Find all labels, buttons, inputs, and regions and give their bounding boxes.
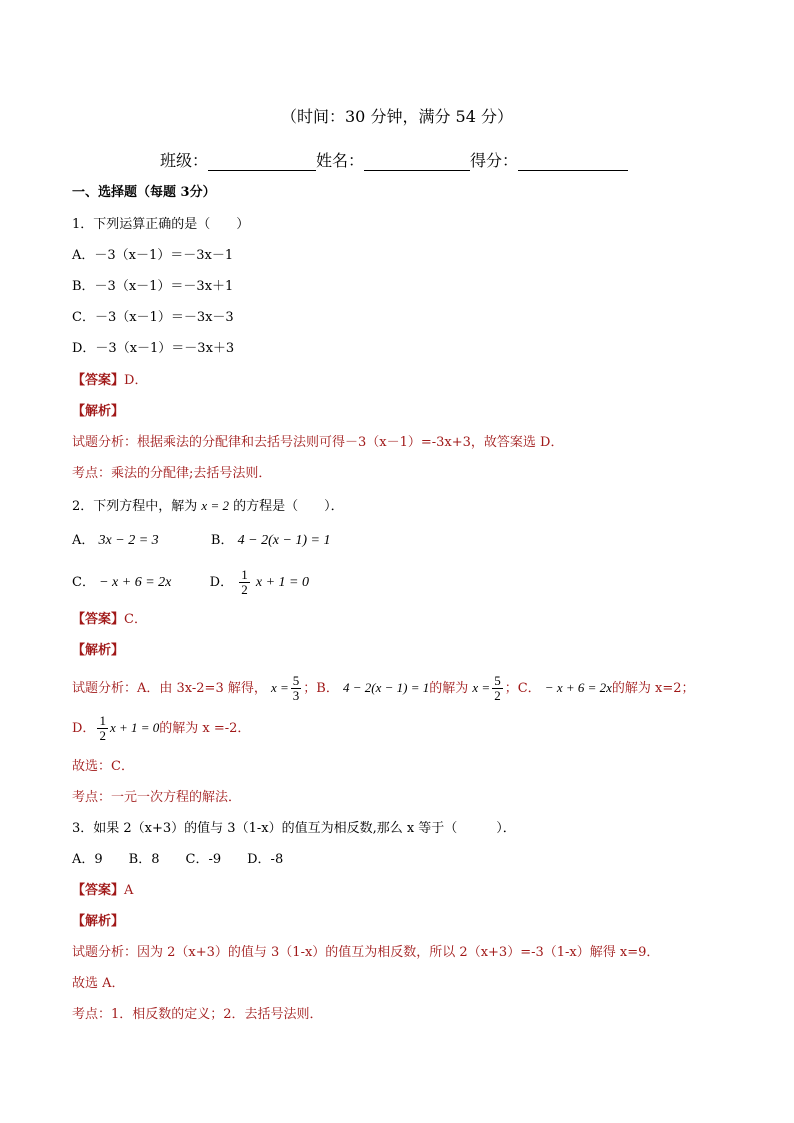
answer-value: A [124,883,134,898]
q2-analysis-x: x = [271,680,289,695]
q2-option-d-equation: x + 1 = 0 [255,575,309,590]
q1-kaodian: 考点：乘法的分配律;去括号法则． [72,466,272,481]
q2-analysis-eq-d: x + 1 = 0 [109,720,160,735]
q3-choose: 故选 A． [72,976,125,991]
score-blank[interactable] [518,154,628,171]
q2-analysis-text-f: 的解为 x =-2． [159,721,251,736]
name-label: 姓名： [316,151,365,170]
q1-option-b: B．－3（x－1）＝－3x＋1 [72,279,234,294]
q2-options-cd [72,566,309,600]
q2-option-b-label: B． [210,533,234,548]
q3-kaodian: 考点：1．相反数的定义；2．去括号法则． [72,1007,323,1022]
q2-analysis-fraction-3: $\frac{1}{2}$ [99,713,106,743]
q2-analysis-x2: x = [472,680,491,695]
q3-analysis-label: 【解析】 [72,914,125,929]
q3-option-a: A．9 [72,852,103,867]
q2-analysis-eq-b: 4 − 2(x − 1) = 1 [343,680,430,695]
q1-answer [72,372,147,390]
q2-stem-equation: x = 2 [201,498,229,513]
q2-option-d-label: D． [209,575,234,590]
q3-option-d: D．-8 [247,852,284,867]
q2-option-b-equation: 4 − 2(x − 1) = 1 [237,533,331,548]
q2-stem-text: 2．下列方程中，解为 [72,499,198,514]
q2-analysis-fraction-2: $\frac{5}{2}$ [494,673,501,703]
q2-analysis-text-d: ；C． [504,681,541,696]
q1-option-d: D．－3（x－1）＝－3x＋3 [72,341,235,356]
student-info-row [160,148,628,171]
q2-option-d-fraction: $\frac{1}{2}$ [241,567,248,597]
section-title: 一、选择题（每题 3分） [72,185,216,200]
q3-stem: 3．如果 2（x+3）的值与 3（1-x）的值互为相反数,那么 x 等于（ ）． [72,821,516,836]
q2-analysis-label: 【解析】 [72,643,125,658]
q2-analysis-text-b: ；B． [303,681,339,696]
q2-analysis-text-a: 试题分析：A．由 3x-2=3 解得， [72,681,267,696]
q2-analysis-line1 [72,670,695,707]
q2-option-a-equation: 3x − 2 = 3 [98,533,159,548]
q2-analysis-eq-c: − x + 6 = 2x [544,680,612,695]
q2-answer [72,611,147,629]
q2-analysis-text-e: 的解为 x=2； [611,681,695,696]
q2-option-a-label: A． [72,533,95,548]
q3-option-c: C．-9 [185,852,222,867]
q2-stem-text-end: 的方程是（ ）． [233,499,344,514]
q1-analysis: 试题分析：根据乘法的分配律和去括号法则可得－3（x－1）=-3x+3，故答案选 D． [72,435,564,450]
q2-option-c-label: C． [72,575,95,590]
q2-choose: 故选：C． [72,759,134,774]
answer-value: D． [124,373,148,388]
q3-option-b: B．8 [128,852,160,867]
class-label: 班级： [160,151,209,170]
class-blank[interactable] [208,154,316,171]
exam-time-info: （时间：30 分钟，满分 54 分） [281,107,513,126]
answer-value: C． [124,612,147,627]
q2-kaodian: 考点：一元一次方程的解法． [72,790,242,805]
q2-analysis-line2 [72,710,250,747]
q2-options-ab [72,532,331,550]
q1-option-c: C．－3（x－1）＝－3x－3 [72,310,234,325]
q3-analysis: 试题分析：因为 2（x+3）的值与 3（1-x）的值互为相反数，所以 2（x+3）=-3（1-x）解得 x=9． [72,945,660,960]
q2-option-c-equation: − x + 6 = 2x [99,575,172,590]
q2-analysis-d-label: D． [72,721,96,736]
q2-analysis-fraction-1: $\frac{5}{3}$ [292,673,300,703]
q3-options [72,851,283,869]
score-label: 得分： [470,151,519,170]
q1-stem: 1．下列运算正确的是（ ） [72,217,250,232]
q1-option-a: A．－3（x－1）＝－3x－1 [72,248,234,263]
answer-label: 【答案】 [72,373,125,388]
q3-answer [72,882,133,900]
q2-analysis-text-c: 的解为 [429,681,469,696]
q1-analysis-label: 【解析】 [72,404,125,419]
name-blank[interactable] [364,154,470,171]
answer-label: 【答案】 [72,883,125,898]
q2-stem [72,497,344,516]
answer-label: 【答案】 [72,612,125,627]
